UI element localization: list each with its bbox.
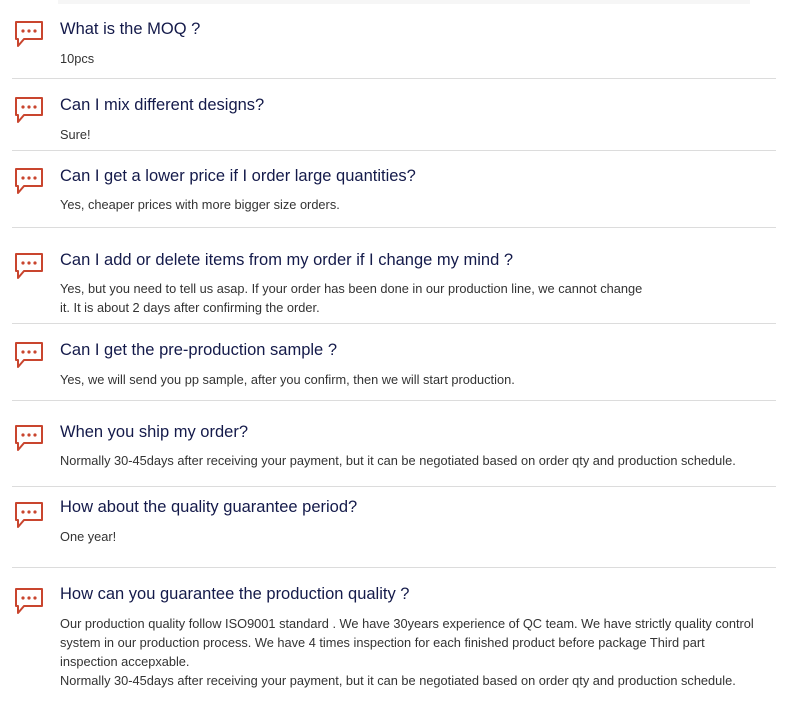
faq-question: Can I get the pre-production sample ? — [60, 341, 337, 359]
separator — [12, 400, 776, 401]
speech-bubble-dots-icon — [14, 586, 44, 616]
separator — [12, 486, 776, 487]
speech-bubble-dots-icon — [14, 500, 44, 530]
speech-bubble-dots-icon — [14, 19, 44, 49]
speech-bubble-dots-icon — [14, 95, 44, 125]
separator — [12, 567, 776, 568]
faq-answer: Sure! — [60, 127, 91, 142]
separator — [12, 78, 776, 79]
separator — [12, 150, 776, 151]
faq-question: When you ship my order? — [60, 423, 249, 441]
faq-answer: Yes, cheaper prices with more bigger size orders. — [60, 197, 340, 212]
faq-question: Can I mix different designs? — [60, 96, 265, 114]
speech-bubble-dots-icon — [14, 166, 44, 196]
faq-answer: Yes, but you need to tell us asap. If your order has been done in our production line, we cannot change it. It is about 2 days after confirming the order. — [60, 281, 643, 315]
faq-question: What is the MOQ ? — [60, 20, 201, 38]
faq-question: How about the quality guarantee period? — [60, 498, 358, 516]
speech-bubble-dots-icon — [14, 423, 44, 453]
separator — [12, 323, 776, 324]
faq-answer: One year! — [60, 529, 117, 544]
faq-answer: Our production quality follow ISO9001 standard . We have 30years experience of QC team. We have strictly quality control system in our production process. We have 4 times inspection for each finished product before package Third part inspection accepxable. Normally 30-45days after receiving your payment, but it can be negotiated based on order qty and production schedule. — [60, 616, 754, 688]
faq-answer: 10pcs — [60, 51, 95, 66]
separator — [12, 227, 776, 228]
speech-bubble-dots-icon — [14, 340, 44, 370]
faq-question: Can I add or delete items from my order if I change my mind ? — [60, 251, 514, 269]
top-divider-bar — [58, 0, 750, 4]
speech-bubble-dots-icon — [14, 251, 44, 281]
faq-question: Can I get a lower price if I order large quantities? — [60, 167, 416, 185]
faq-answer: Yes, we will send you pp sample, after you confirm, then we will start production. — [60, 372, 515, 387]
faq-question: How can you guarantee the production quality ? — [60, 585, 410, 603]
faq-answer: Normally 30-45days after receiving your payment, but it can be negotiated based on order qty and production schedule. — [60, 453, 736, 468]
